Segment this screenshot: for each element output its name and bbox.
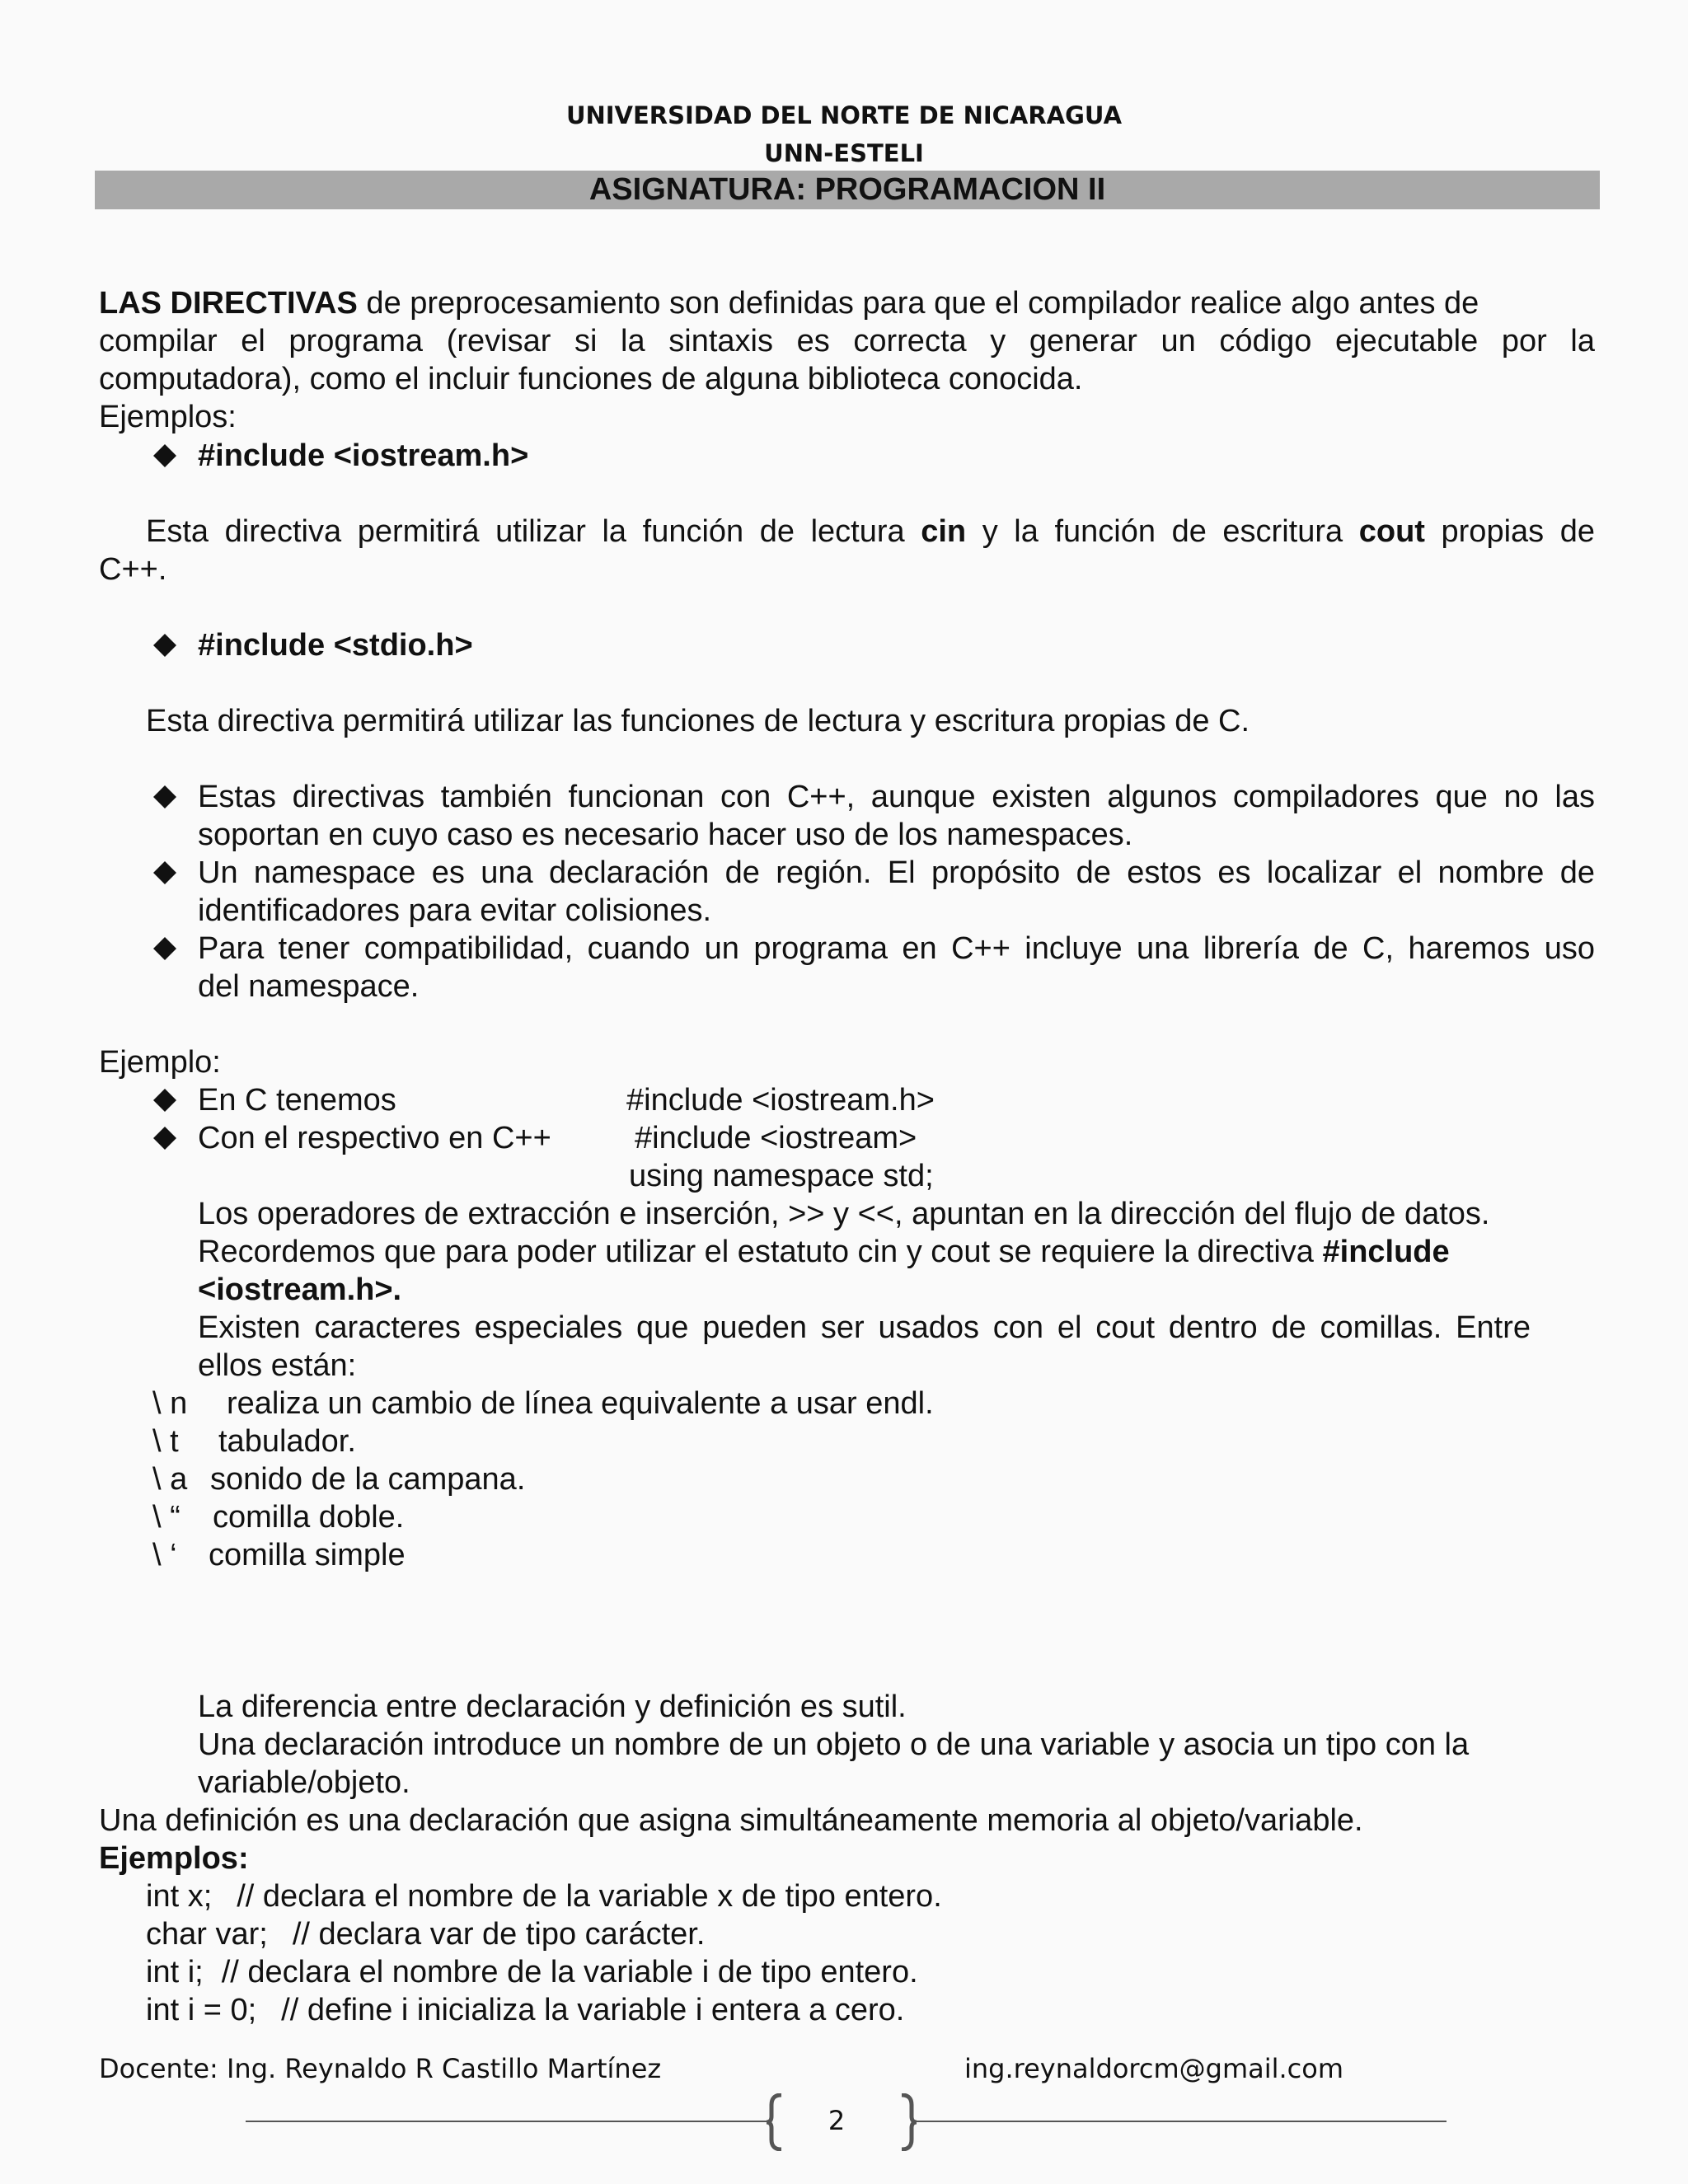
cpp-label: Con el respectivo en C++ [198,1121,551,1155]
diamond-bullet-icon [152,1126,177,1151]
escape-seq: \ “ [152,1500,181,1535]
intro-line-2: compilar el programa (revisar si la sintaxis es correcta y generar un código ejecutable por la [99,324,1595,359]
declaration-line-2: Una declaración introduce un nombre de un objeto o de una variable y asocia un tipo con la [198,1727,1470,1762]
intro-line-3: computadora), como el incluir funciones de alguna biblioteca conocida. [99,362,1083,396]
declaration-line-3: variable/objeto. [198,1765,410,1800]
include-keyword: #include [1322,1235,1450,1269]
campus-name: UNN-ESTELI [764,139,924,167]
diamond-bullet-icon [152,1088,177,1113]
example-label: Ejemplo: [99,1045,221,1080]
diamond-bullet-icon [152,443,177,468]
iostream-desc-text-a: Esta directiva permitirá utilizar la función de lectura [146,514,921,549]
escape-seq: \ n [152,1386,188,1421]
namespace-bullet-3-line-2: del namespace. [198,969,420,1004]
operators-line: Los operadores de extracción e inserción, >> y <<, apuntan en la dirección del flujo de datos. [198,1197,1490,1231]
code-text: int i; [146,1955,204,1990]
teacher-email[interactable]: ing.reynaldorcm@gmail.com [964,2053,1344,2084]
code-example [146,1953,918,1991]
subject-title: ASIGNATURA: PROGRAMACION II [95,171,1600,209]
definition-line: Una definición es una declaración que asigna simultáneamente memoria al objeto/variable. [99,1803,1363,1838]
diamond-bullet-icon [152,860,177,885]
diamond-bullet-icon [152,785,177,809]
escape-desc: sonido de la campana. [210,1462,526,1497]
cpp-code-include: #include <iostream> [635,1121,917,1155]
escape-desc: comilla doble. [213,1500,405,1535]
iostream-desc-text-c: propias de [1424,514,1595,549]
c-label: En C tenemos [198,1083,396,1118]
escape-desc: tabulador. [218,1424,356,1459]
directives-heading: LAS DIRECTIVAS [99,286,358,321]
intro-text: de preprocesamiento son definidas para que el compilador realice algo antes de [357,286,1479,321]
iostream-description [146,513,1595,551]
cout-keyword: cout [1358,514,1425,549]
escape-seq: \ ‘ [152,1538,177,1572]
escape-seq: \ a [152,1462,188,1497]
namespace-bullet-3-line-1: Para tener compatibilidad, cuando un programa en C++ incluye una librería de C, haremos uso [198,931,1595,966]
code-comment: // declara var de tipo carácter. [292,1917,706,1952]
namespace-bullet-1-line-1: Estas directivas también funcionan con C++, aunque existen algunos compiladores que no las [198,780,1595,814]
special-chars-line-1: Existen caracteres especiales que pueden ser usados con el cout dentro de comillas. Entre [198,1310,1531,1345]
cpp-code-namespace: using namespace std; [629,1159,934,1193]
stdio-description: Esta directiva permitirá utilizar las funciones de lectura y escritura propias de C. [146,704,1250,738]
namespace-bullet-2-line-1: Un namespace es una declaración de región. El propósito de estos es localizar el nombre de [198,855,1595,890]
special-chars-line-2: ellos están: [198,1348,357,1383]
intro-line-1 [99,284,1595,322]
recall-text: Recordemos que para poder utilizar el estatuto cin y cout se requiere la directiva [198,1235,1323,1269]
c-code: #include <iostream.h> [626,1083,935,1118]
recall-line-2: <iostream.h>. [198,1272,402,1307]
footer-rule-right [915,2121,1447,2122]
cin-keyword: cin [921,514,967,549]
diamond-bullet-icon [152,936,177,961]
code-text: char var; [146,1917,268,1952]
include-iostream-directive: #include <iostream.h> [198,438,529,473]
iostream-desc-text-b: y la función de escritura [966,514,1359,549]
code-comment: // declara el nombre de la variable x de tipo entero. [237,1879,942,1914]
diamond-bullet-icon [152,633,177,658]
university-name: UNIVERSIDAD DEL NORTE DE NICARAGUA [565,101,1123,129]
code-comment: // declara el nombre de la variable i de tipo entero. [221,1955,918,1990]
namespace-bullet-2-line-2: identificadores para evitar colisiones. [198,893,712,928]
iostream-description-line-2: C++. [99,552,167,587]
code-comment: // define i inicializa la variable i entera a cero. [281,1993,905,2027]
footer-rule-left [246,2121,767,2122]
examples-label: Ejemplos: [99,400,237,434]
code-example [146,1915,705,1953]
code-example [146,1877,942,1915]
right-bracket-icon [898,2093,918,2155]
left-bracket-icon [765,2093,785,2155]
examples-heading: Ejemplos: [99,1841,249,1876]
code-text: int i = 0; [146,1993,257,2027]
code-example [146,1991,904,2029]
escape-seq: \ t [152,1424,179,1459]
recall-line [198,1233,1450,1271]
teacher-name: Docente: Ing. Reynaldo R Castillo Martínez [99,2053,662,2084]
include-stdio-directive: #include <stdio.h> [198,628,473,663]
code-text: int x; [146,1879,213,1914]
namespace-bullet-1-line-2: soportan en cuyo caso es necesario hacer uso de los namespaces. [198,818,1133,852]
escape-desc: comilla simple [209,1538,406,1572]
page-number: 2 [828,2105,846,2136]
declaration-line-1: La diferencia entre declaración y definición es sutil. [198,1690,907,1724]
escape-desc: realiza un cambio de línea equivalente a usar endl. [227,1386,934,1421]
